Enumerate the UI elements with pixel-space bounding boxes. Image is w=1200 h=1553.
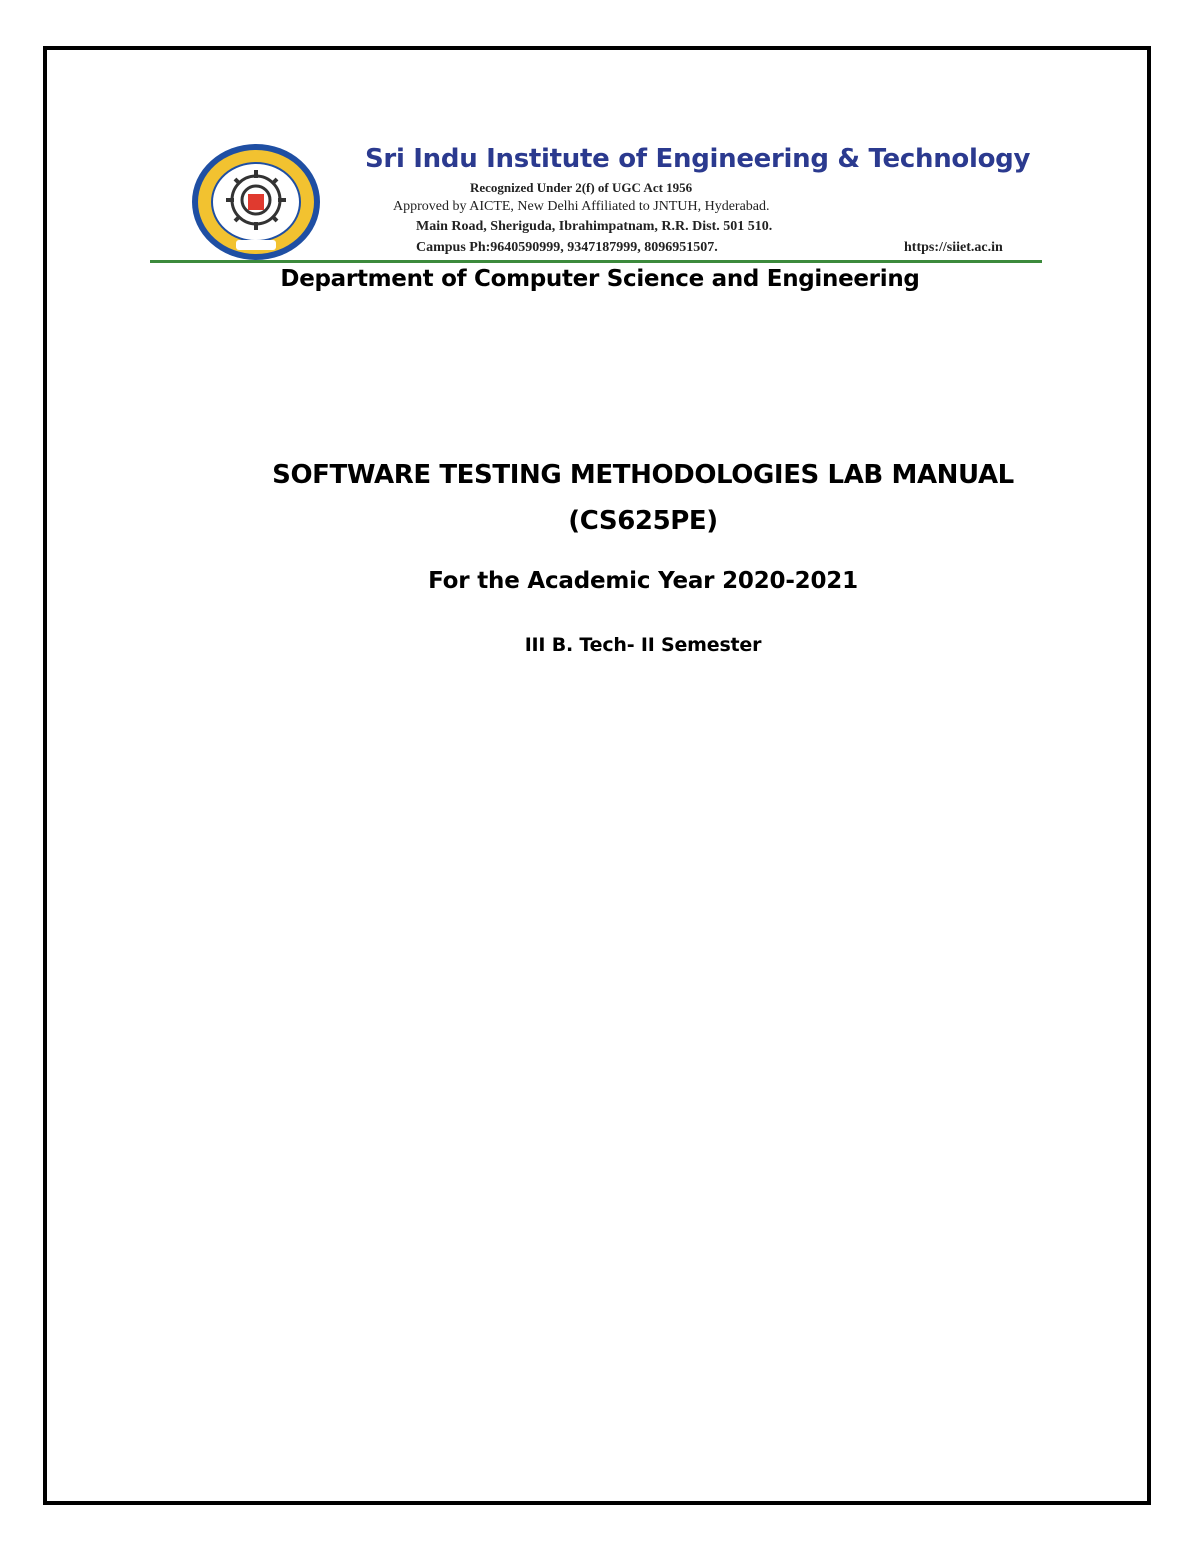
website-link[interactable]: https://siiet.ac.in [904,240,1003,255]
manual-course-code: (CS625PE) [568,506,718,536]
approval-line: Approved by AICTE, New Delhi Affiliated to JNTUH, Hyderabad. [393,199,770,214]
institute-name: Sri Indu Institute of Engineering & Technology [365,144,1031,174]
letterhead [150,140,1042,264]
letterhead-divider [150,260,1042,263]
phone-line: Campus Ph:9640590999, 9347187999, 8096951507. [416,240,718,255]
institute-seal-logo [188,142,324,262]
academic-year: For the Academic Year 2020-2021 [428,568,858,594]
page-border [43,46,1151,1505]
manual-title-line1: SOFTWARE TESTING METHODOLOGIES LAB MANUAL [272,460,1014,490]
address-line: Main Road, Sheriguda, Ibrahimpatnam, R.R. Dist. 501 510. [416,219,773,234]
manual-title [243,452,1043,544]
recognition-line: Recognized Under 2(f) of UGC Act 1956 [470,180,693,195]
semester-label: III B. Tech- II Semester [524,634,762,656]
department-heading: Department of Computer Science and Engineering [280,266,920,292]
